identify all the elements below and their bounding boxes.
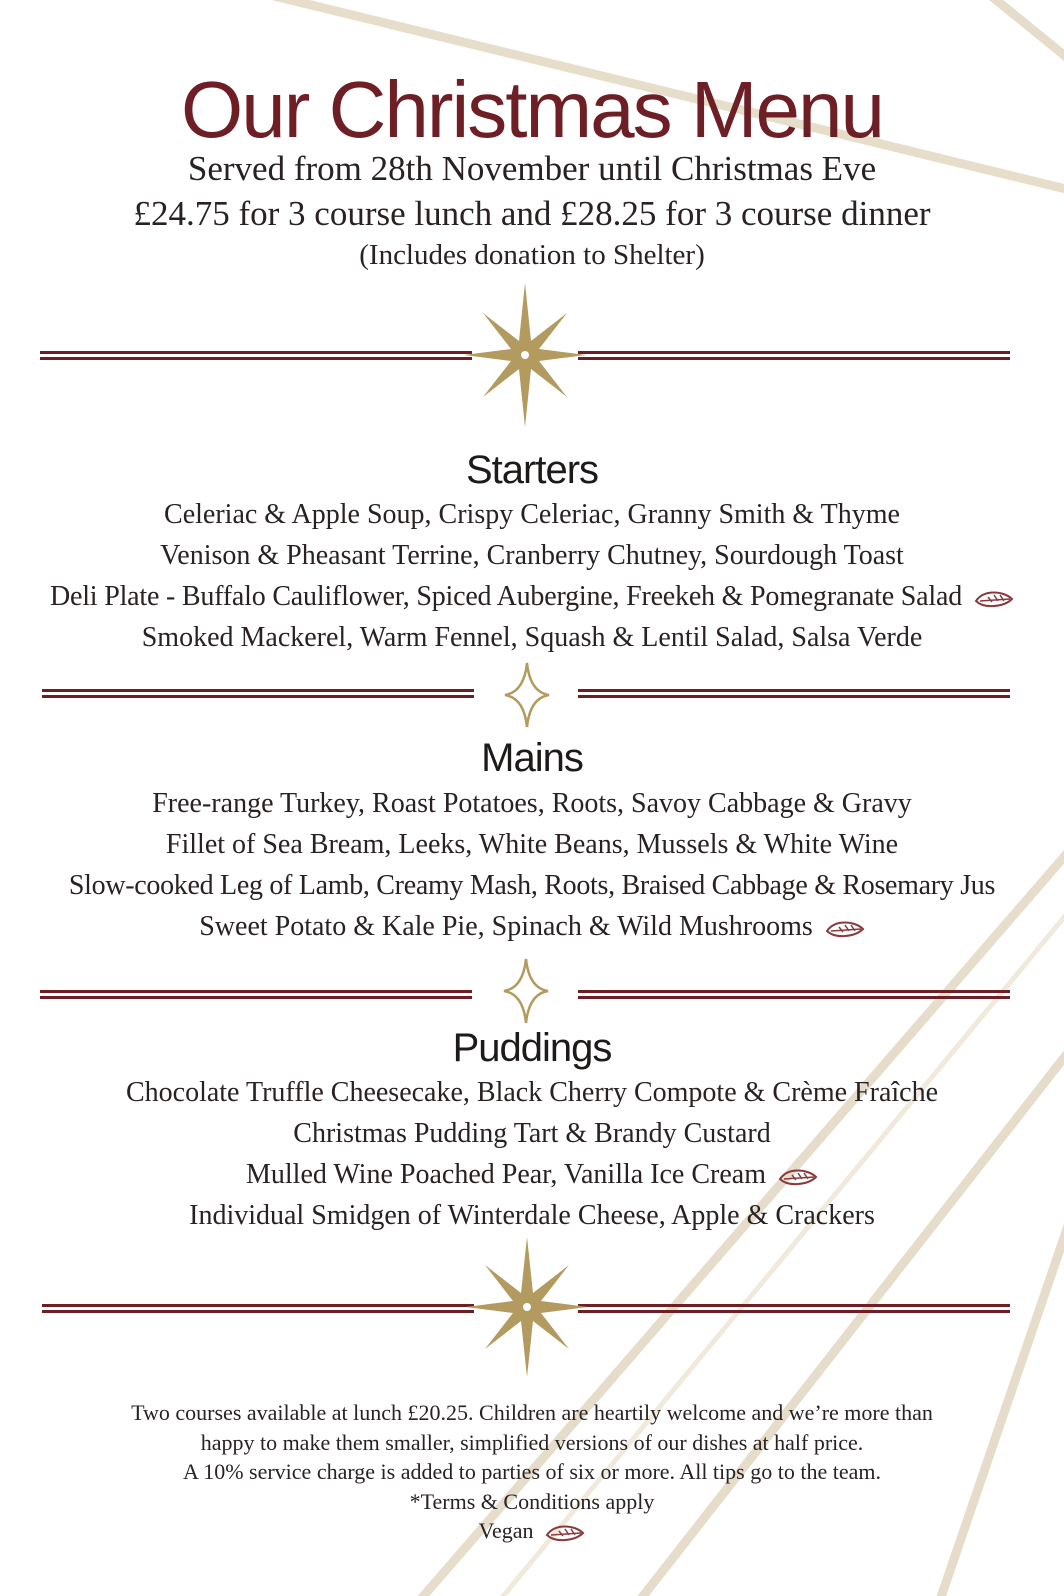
divider-rule-left xyxy=(40,990,472,999)
vegan-legend-label: Vegan xyxy=(478,1518,534,1543)
menu-item-text: Sweet Potato & Kale Pie, Spinach & Wild Mushrooms xyxy=(199,911,813,942)
vegan-legend xyxy=(0,1516,1064,1546)
menu-title: Our Christmas Menu xyxy=(181,65,883,154)
menu-item xyxy=(0,494,1064,535)
menu-item-text: Smoked Mackerel, Warm Fennel, Squash & Lentil Salad, Salsa Verde xyxy=(141,622,923,653)
top-divider xyxy=(0,283,1064,428)
footer-line: A 10% service charge is added to parties of six or more. All tips go to the team. xyxy=(183,1459,881,1484)
menu-item-text: Deli Plate - Buffalo Cauliflower, Spiced Aubergine, Freekeh & Pomegranate Salad xyxy=(49,581,963,612)
menu-item-text: Free-range Turkey, Roast Potatoes, Roots, Savoy Cabbage & Gravy xyxy=(152,788,912,819)
footer-line: Two courses available at lunch £20.25. Children are heartily welcome and we’re more than xyxy=(131,1400,933,1425)
divider-rule-right xyxy=(578,990,1010,999)
divider-rule-right xyxy=(578,351,1010,360)
divider-rule-right xyxy=(578,689,1010,698)
menu-item xyxy=(0,535,1064,576)
menu-item xyxy=(0,865,1064,906)
bottom-divider xyxy=(0,1237,1064,1377)
divider-rule-left xyxy=(40,351,472,360)
menu-item xyxy=(0,1072,1064,1113)
menu-item xyxy=(0,1154,1064,1195)
menu-item-text: Celeriac & Apple Soup, Crispy Celeriac, Granny Smith & Thyme xyxy=(164,499,900,530)
menu-item xyxy=(0,783,1064,824)
menu-item-text: Mulled Wine Poached Pear, Vanilla Ice Cream xyxy=(246,1159,766,1190)
gold-four-point-star-outline-icon xyxy=(503,662,551,728)
gold-eight-point-star-icon xyxy=(466,1237,588,1377)
menu-item xyxy=(0,576,1064,617)
section-title-puddings: Puddings xyxy=(452,1026,612,1070)
gold-eight-point-star-icon xyxy=(464,283,586,428)
gold-four-point-star-outline-icon xyxy=(502,958,550,1024)
menu-item xyxy=(0,1113,1064,1154)
leaf-icon xyxy=(778,1167,818,1187)
starters-mains-divider xyxy=(0,662,1064,728)
leaf-icon xyxy=(974,589,1014,609)
terms-note: *Terms & Conditions apply xyxy=(409,1488,655,1514)
menu-item-text: Chocolate Truffle Cheesecake, Black Cherry Compote & Crème Fraîche xyxy=(125,1077,939,1108)
menu-prices: £24.75 for 3 course lunch and £28.25 for 3 course dinner xyxy=(133,194,931,233)
menu-item-text: Individual Smidgen of Winterdale Cheese, Apple & Crackers xyxy=(189,1200,875,1231)
menu-item xyxy=(0,824,1064,865)
donation-note: (Includes donation to Shelter) xyxy=(359,239,705,271)
menu-item xyxy=(0,906,1064,947)
mains-puddings-divider xyxy=(0,958,1064,1024)
leaf-icon xyxy=(545,1523,585,1543)
menu-item xyxy=(0,617,1064,658)
starters-list xyxy=(0,494,1064,658)
leaf-icon xyxy=(825,919,865,939)
menu-item-text: Venison & Pheasant Terrine, Cranberry Chutney, Sourdough Toast xyxy=(160,540,904,571)
section-title-mains: Mains xyxy=(481,736,583,780)
menu-footer xyxy=(0,1398,1064,1546)
footer-line: happy to make them smaller, simplified versions of our dishes at half price. xyxy=(200,1429,864,1455)
menu-item-text: Christmas Pudding Tart & Brandy Custard xyxy=(293,1118,771,1149)
divider-rule-left xyxy=(42,1304,474,1313)
section-title-starters: Starters xyxy=(465,448,599,492)
divider-rule-right xyxy=(578,1304,1010,1313)
mains-list xyxy=(0,783,1064,947)
menu-item xyxy=(0,1195,1064,1236)
divider-rule-left xyxy=(42,689,474,698)
puddings-list xyxy=(0,1072,1064,1236)
menu-item-text: Slow-cooked Leg of Lamb, Creamy Mash, Roots, Braised Cabbage & Rosemary Jus xyxy=(68,870,996,901)
menu-item-text: Fillet of Sea Bream, Leeks, White Beans, Mussels & White Wine xyxy=(165,829,899,860)
service-dates: Served from 28th November until Christmas Eve xyxy=(187,149,877,188)
